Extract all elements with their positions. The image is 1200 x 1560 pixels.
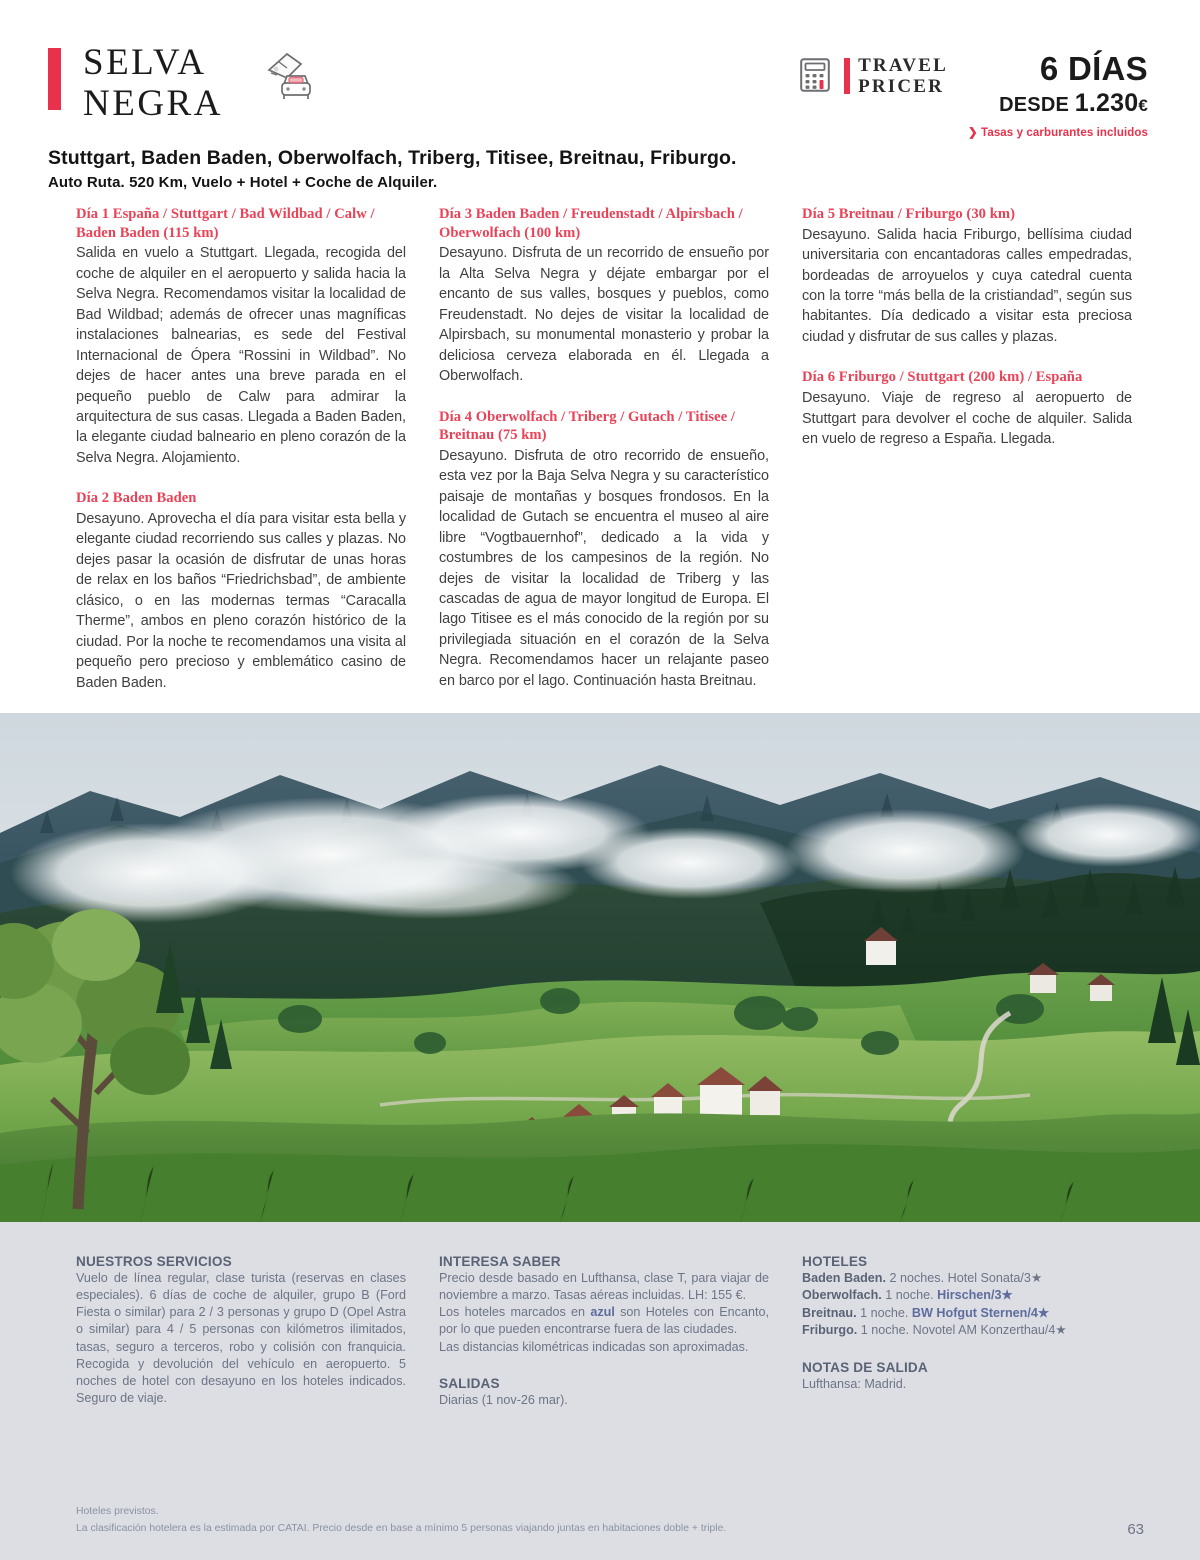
itinerary-column-3 [802, 205, 1132, 714]
title-accent-bar [48, 48, 61, 110]
footer-column-interesa [439, 1254, 769, 1409]
hotel-item [802, 1305, 1132, 1322]
hotel-item [802, 1322, 1132, 1339]
interesa-text-3: Las distancias kilométricas indicadas son aproximadas. [439, 1339, 749, 1354]
destination-photo [0, 713, 1200, 1222]
day-entry [76, 205, 406, 468]
hotel-city: Baden Baden. [802, 1271, 886, 1285]
day-description: Desayuno. Aprovecha el día para visitar esta bella y elegante ciudad recorriendo sus calles y plazas. No dejes pasar la ocasión de disfrutar de unas horas de relax en los baños “Friedrichsbad”, de ambiente clásico, o en las modernas termas “Caracalla Therme”, ambos en pleno corazón histórico de la ciudad. Por la noche te recomendamos una visita al pequeño pero precioso y emblemático casino de Baden Baden. [76, 511, 406, 691]
interesa-heading: INTERESA SABER [439, 1254, 561, 1269]
hotel-name: Novotel AM Konzerthau/4 [912, 1323, 1056, 1338]
day-entry [439, 205, 769, 387]
azul-keyword: azul [590, 1305, 615, 1320]
servicios-text: Vuelo de línea regular, clase turista (reservas en clases especiales). 6 días de coche de alquiler, grupo B (Ford Fiesta o similar) para 2 / 3 personas y grupo D (Opel Astra o similar) para 4 / 5 personas con kilómetros ilimitados, tasas, seguro a terceros, robo y colisión con franquicia. Recogida y devolución del vehículo en aeropuerto. 5 noches de hotel con desayuno en los hoteles indicados. Seguro de viaje. [76, 1271, 406, 1405]
day-description: Desayuno. Salida hacia Friburgo, bellísima ciudad universitaria con encantadoras calles empedradas, bordeadas de arroyuelos y cuya catedral cuenta con la torre “más bella de la cristiandad”, según sus habitantes. Día dedicado a visitar esta preciosa ciudad y disfrutar de sus calles y plazas. [802, 226, 1132, 345]
footer-column-servicios [76, 1254, 406, 1409]
duration-label: 6 DÍAS [1039, 50, 1148, 87]
taxes-note-text: Tasas y carburantes incluidos [981, 127, 1148, 139]
page-header [0, 0, 1200, 191]
price-block [800, 52, 1148, 139]
price-from [968, 89, 1148, 118]
map-car-icon [257, 48, 319, 109]
route-details: Auto Ruta. 520 Km, Vuelo + Hotel + Coche de Alquiler. [48, 173, 438, 191]
day-entry [802, 368, 1132, 449]
hotel-city: Oberwolfach. [802, 1288, 882, 1303]
hotel-star-icon: ★ [1037, 1305, 1050, 1320]
hotel-nights: 2 noches. [885, 1271, 948, 1285]
day-title: Día 2 Baden Baden [76, 490, 197, 507]
spacer [802, 1340, 1132, 1360]
day-description: Desayuno. Disfruta de otro recorrido de ensueño, esta vez por la Baja Selva Negra y su característico paisaje de montañas y bosques frondosos. En la localidad de Gutach se encuentra el museo al aire libre “Vogtbauernhof”, dedicado a la vida y costumbres de los campesinos de la región. No dejes de visitar la localidad de Triberg y las cascadas de agua de mayor longitud de Europa. El lago Titisee es el más conocido de la región por su privilegiada situación en el corazón de la Selva Negra. Recomendamos hacer un relajante paseo en barco por el lago. Continuación hasta Breitnau. [439, 447, 769, 689]
day-entry [439, 408, 769, 692]
salidas-text: Diarias (1 nov-26 mar). [439, 1392, 568, 1407]
itinerary-column-2 [439, 205, 769, 714]
route-cities: Stuttgart, Baden Baden, Oberwolfach, Triberg, Titisee, Breitnau, Friburgo. [48, 146, 737, 169]
footer-column-hoteles [802, 1254, 1132, 1409]
hotel-nights: 1 noche. [857, 1323, 913, 1338]
brand-line-1: TRAVEL [858, 55, 948, 76]
brand-line-2: PRICER [858, 75, 945, 97]
day-entry [802, 205, 1132, 347]
page-title-line2: NEGRA [83, 83, 223, 125]
itinerary-columns [0, 205, 1200, 714]
price-amount: 1.230 [1074, 89, 1139, 117]
desde-label: DESDE [999, 94, 1070, 116]
hotel-item [802, 1270, 1132, 1287]
notas-text: Lufthansa: Madrid. [802, 1376, 907, 1391]
hotel-nights: 1 noche. [881, 1288, 938, 1303]
footnote-line-2: La clasificación hotelera es la estimada por CATAI. Precio desde en base a mínimo 5 personas viajando juntas en habitaciones doble + triple. [76, 1523, 727, 1535]
hotel-nights: 1 noche. [856, 1305, 912, 1320]
travel-pricer-brand [858, 56, 948, 97]
hotel-star-icon: ★ [1030, 1271, 1043, 1285]
brand-accent-bar [844, 58, 850, 94]
hotel-name: Hotel Sonata/3 [947, 1271, 1031, 1285]
day-title: Día 5 Breitnau / Friburgo (30 km) [802, 206, 1015, 222]
day-description: Salida en vuelo a Stuttgart. Llegada, recogida del coche de alquiler en el aeropuerto y salida hacia la Selva Negra. Recomendamos visitar la localidad de Bad Wildbad; además de ofrecer unas magníficas instalaciones balnearias, es sede del Festival Internacional de Ópera “Rossini in Wildbad”. No dejes de hacer antes una breve parada en el pequeño pueblo de Calw para admirar la arquitectura de sus casas. Llegada a Baden Baden, la elegante ciudad balneario en pleno corazón de la Selva Negra. Alojamiento. [76, 245, 406, 466]
hotel-city: Breitnau. [802, 1305, 857, 1320]
hoteles-heading: HOTELES [802, 1254, 868, 1269]
interesa-text-2 [439, 1304, 769, 1338]
footer-info-panel [0, 1222, 1200, 1560]
servicios-heading: NUESTROS SERVICIOS [76, 1254, 232, 1269]
interesa-text-2-post: son Hoteles con Encanto, por lo que pueden encontrarse fuera de las ciudades. [439, 1305, 769, 1337]
day-entry [76, 489, 406, 693]
footnote-line-1: Hoteles previstos. [76, 1506, 159, 1518]
calculator-icon [800, 58, 830, 97]
route-summary [48, 147, 1140, 191]
hotel-city: Friburgo. [802, 1323, 858, 1338]
hotel-star-icon: ★ [1055, 1323, 1067, 1338]
chevron-right-icon: ❯ [968, 127, 978, 139]
hotel-list [802, 1270, 1132, 1340]
day-description: Desayuno. Viaje de regreso al aeropuerto de Stuttgart para devolver el coche de alquiler. Salida en vuelo de regreso a España. Llegada. [802, 390, 1132, 447]
taxes-note [968, 125, 1148, 139]
day-title: Día 4 Oberwolfach / Triberg / Gutach / Titisee / Breitnau (75 km) [439, 408, 736, 444]
hotel-star-icon: ★ [1001, 1288, 1013, 1303]
price-currency: € [1138, 96, 1148, 115]
hotel-name: BW Hofgut Sternen/4 [911, 1305, 1038, 1320]
hotel-name: Hirschen/3 [937, 1288, 1002, 1303]
salidas-heading: SALIDAS [439, 1375, 500, 1391]
notas-heading: NOTAS DE SALIDA [802, 1359, 928, 1375]
day-description: Desayuno. Disfruta de un recorrido de ensueño por la Alta Selva Negra y déjate embargar por el encanto de sus valles, bosques y pueblos, como Freudenstadt. No dejes de visitar la localidad de Alpirsbach, su monumental monasterio y probar la deliciosa cerveza elaborada en él. Llegada a Oberwolfach. [439, 245, 769, 385]
itinerary-column-1 [76, 205, 406, 714]
footnote [76, 1504, 1056, 1538]
day-title: Día 3 Baden Baden / Freudenstadt / Alpirsbach / Oberwolfach (100 km) [439, 206, 743, 241]
interesa-text-2-pre: Los hoteles marcados en [439, 1305, 591, 1320]
spacer [439, 1356, 769, 1376]
day-title: Día 1 España / Stuttgart / Bad Wildbad / Calw / Baden Baden (115 km) [76, 206, 375, 241]
price-details [968, 52, 1148, 139]
page-title [83, 42, 223, 125]
footer-columns [0, 1222, 1200, 1409]
hotel-item [802, 1287, 1132, 1304]
day-title: Día 6 Friburgo / Stuttgart (200 km) / España [802, 369, 1083, 386]
page-title-line1: SELVA [83, 42, 207, 83]
interesa-text-1: Precio desde basado en Lufthansa, clase T, para viajar de noviembre a marzo. Tasas aéreas incluidas. LH: 155 €. [439, 1271, 769, 1303]
page-number: 63 [1127, 1521, 1144, 1538]
